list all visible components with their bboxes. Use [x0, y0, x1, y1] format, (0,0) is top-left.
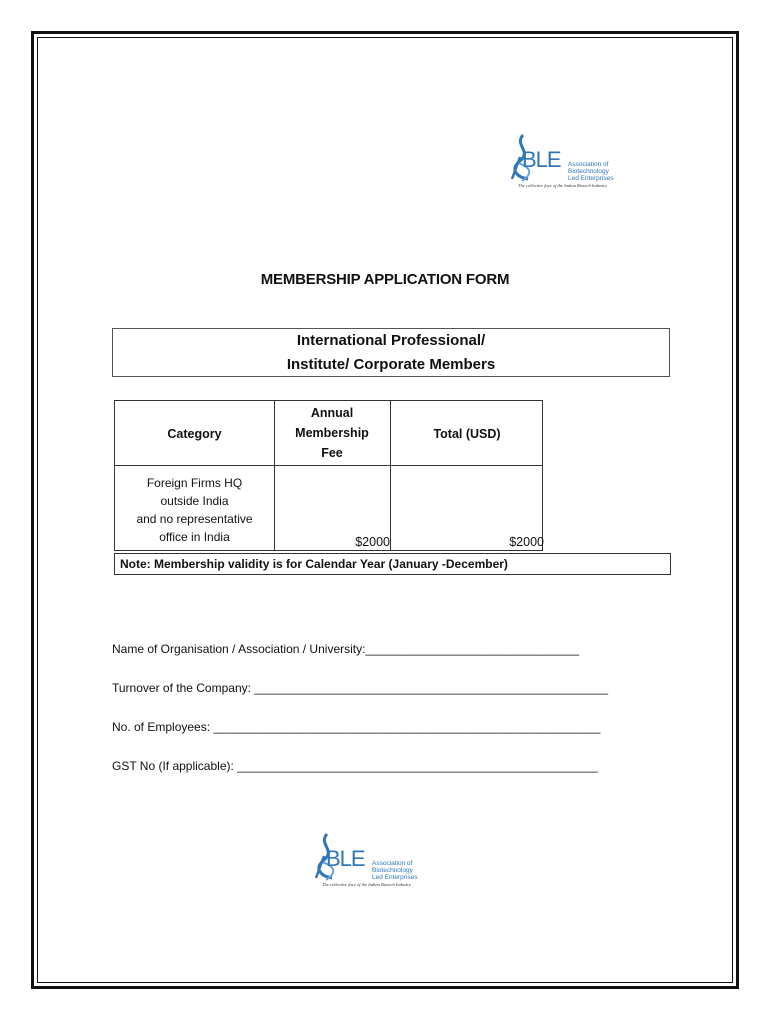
member-type-line1: International Professional/ [296, 332, 486, 349]
gst-field[interactable]: GST No (If applicable): ______________________________________________________ [112, 759, 598, 773]
member-type-line2: Institute/ Corporate Members [286, 356, 496, 373]
employees-field[interactable]: No. of Employees: __________________________________________________________ [112, 720, 601, 734]
row-annual-fee: $2000 [355, 535, 390, 549]
fee-table [114, 400, 543, 551]
member-type-box [112, 328, 670, 377]
table-row-divider [115, 465, 542, 466]
header-total: Total (USD) [433, 427, 501, 441]
header-annual-fee: Annual Membership Fee [295, 406, 369, 460]
row-total: $2000 [509, 535, 544, 549]
logo-association-text: Association of Biotechnology Led Enterprises [372, 860, 418, 881]
header-category: Category [167, 427, 222, 441]
logo-wordmark: BLE [522, 147, 561, 172]
organisation-field[interactable]: Name of Organisation / Association / University:________________________________ [112, 642, 580, 656]
able-logo-top [508, 131, 638, 193]
logo-tagline: The collective face of the Indian Biotech Industry [322, 882, 411, 887]
validity-note: Note: Membership validity is for Calendar Year (January -December) [114, 553, 671, 575]
logo-tagline: The collective face of the Indian Biotech Industry [518, 183, 607, 188]
logo-wordmark: BLE [326, 846, 365, 871]
row-category: Foreign Firms HQ outside India and no representative office in India [136, 476, 253, 544]
turnover-field[interactable]: Turnover of the Company: _____________________________________________________ [112, 681, 609, 695]
logo-association-text: Association of Biotechnology Led Enterprises [568, 161, 614, 182]
able-logo-bottom [312, 830, 442, 892]
form-title: MEMBERSHIP APPLICATION FORM [260, 271, 510, 288]
